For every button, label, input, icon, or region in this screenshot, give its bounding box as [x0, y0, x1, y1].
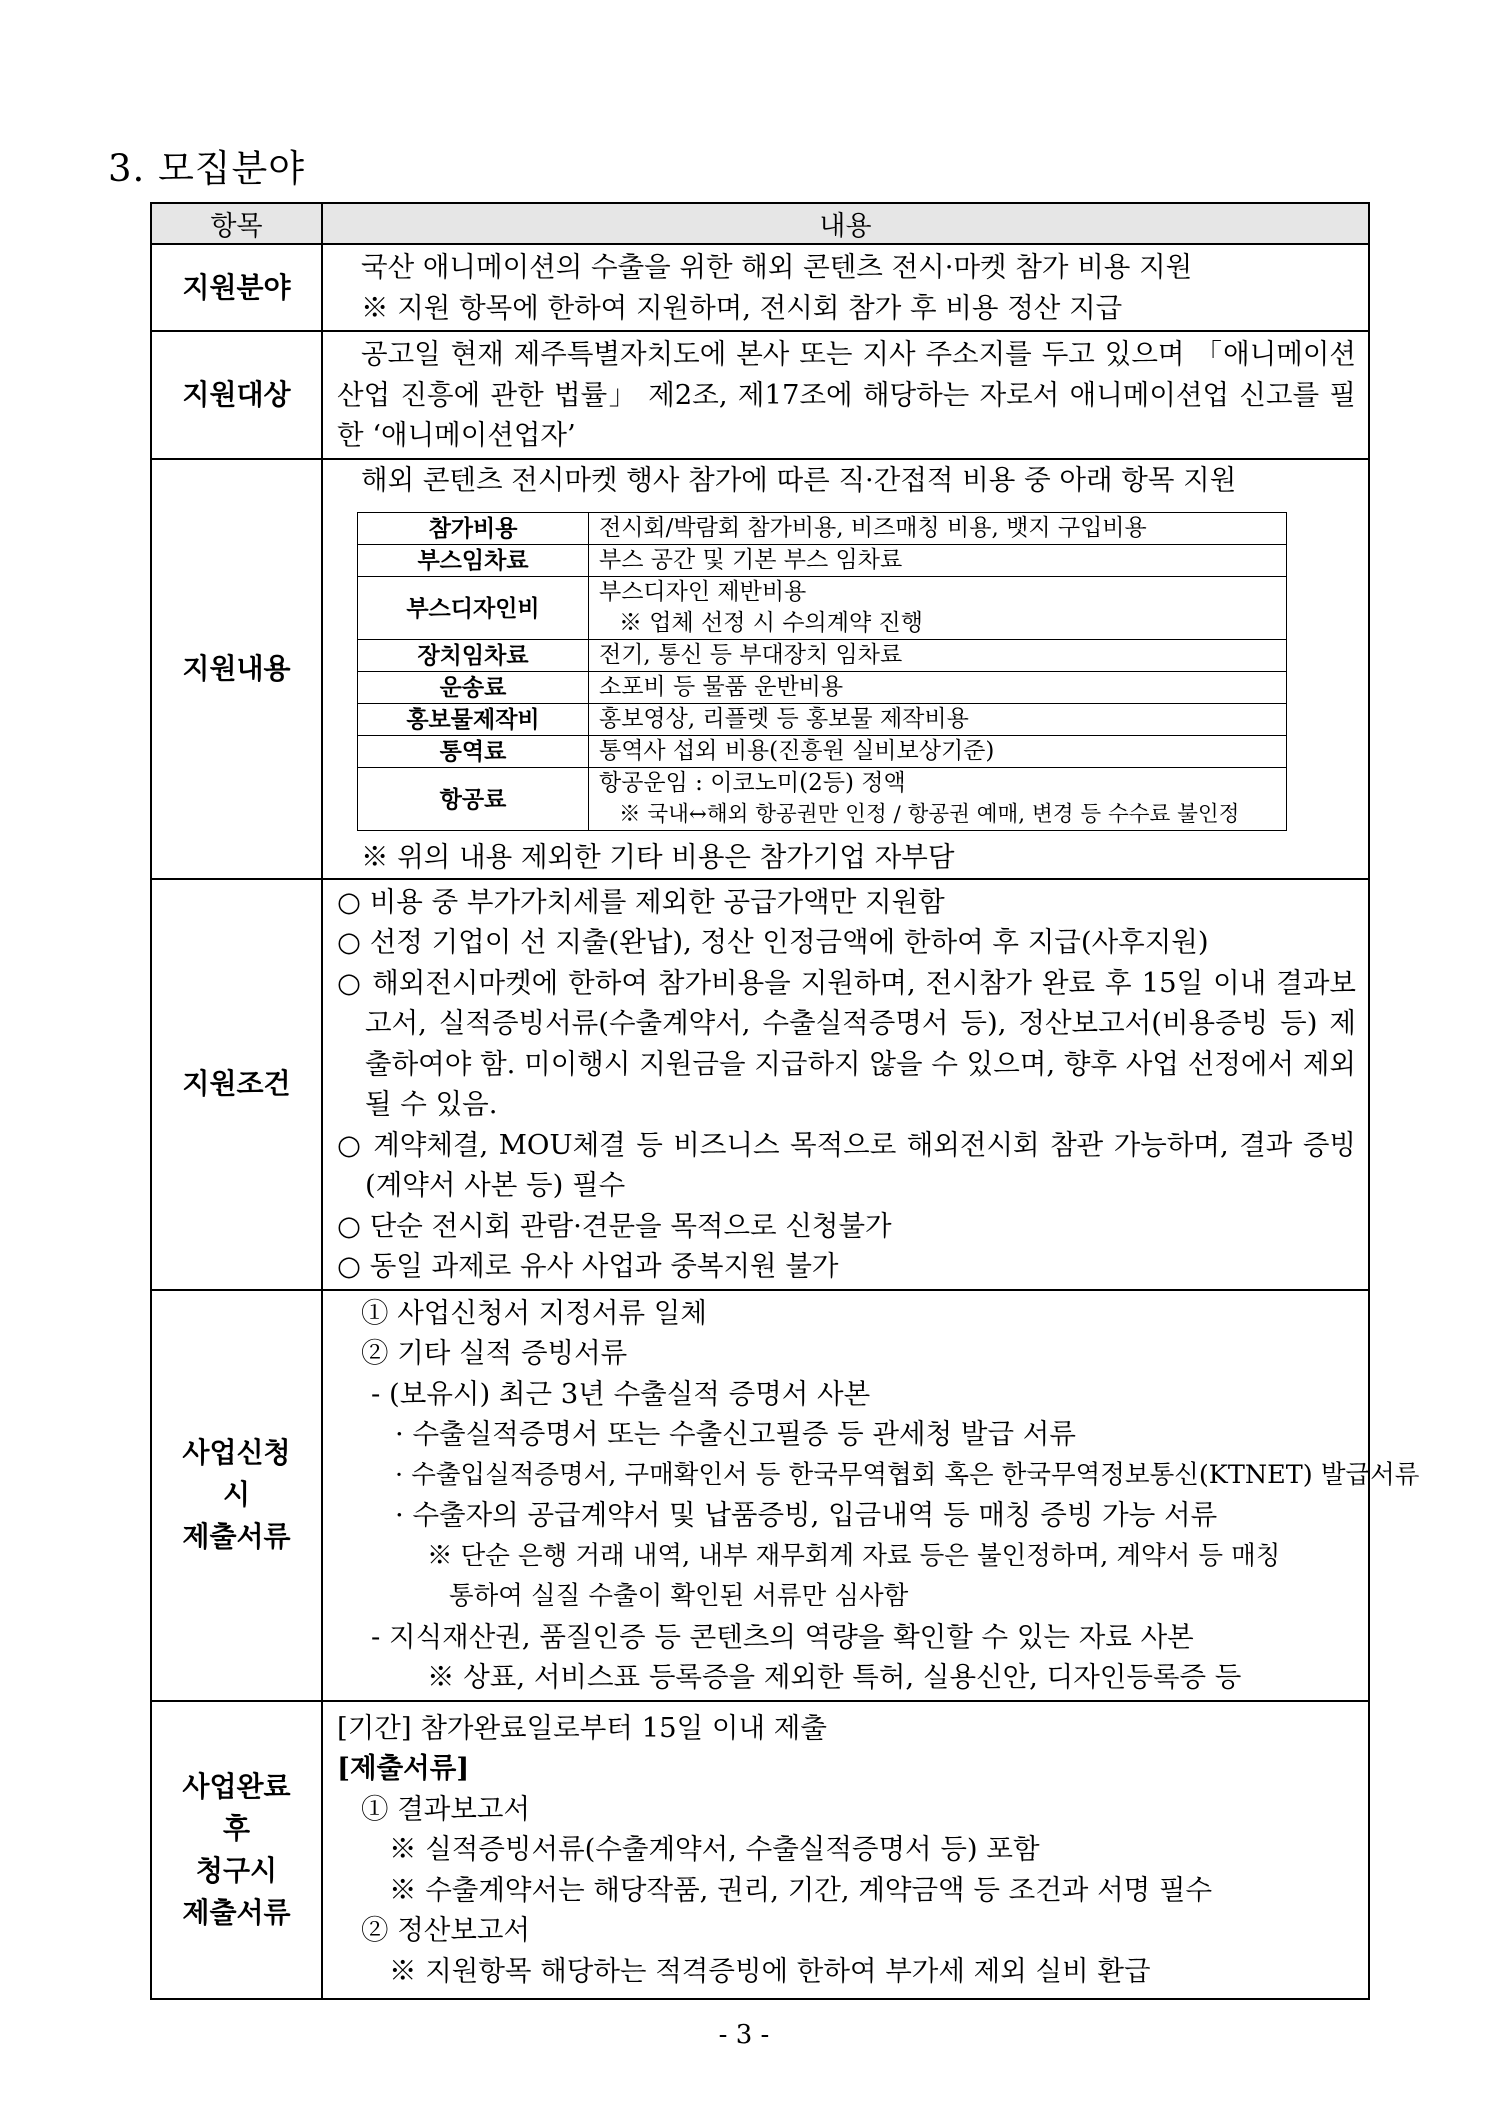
label-completion-docs	[151, 1701, 322, 1999]
item-desc: 전시회/박람회 참가비용, 비즈매칭 비용, 뱃지 구입비용	[589, 513, 1287, 545]
header-item: 항목	[151, 203, 322, 244]
table-row	[358, 577, 1287, 640]
support-content-note: ※ 위의 내용 제외한 기타 비용은 참가기업 자부담	[361, 841, 955, 873]
item-desc-note: ※ 업체 선정 시 수의계약 진행	[619, 610, 923, 636]
list-item: ① 결과보고서	[361, 1792, 531, 1825]
table-row-support-conditions	[151, 879, 1369, 1290]
table-row	[358, 640, 1287, 672]
content-support-conditions	[322, 879, 1369, 1290]
table-row	[358, 768, 1287, 831]
label-line: 사업신청	[182, 1436, 291, 1469]
label-support-content: 지원내용	[151, 459, 322, 879]
table-row-support-field	[151, 244, 1369, 331]
item-desc-note: ※ 국내↔해외 항공권만 인정 / 항공권 예매, 변경 등 수수료 불인정	[619, 802, 1240, 827]
header-content: 내용	[322, 203, 1369, 244]
condition-item: ○ 해외전시마켓에 한하여 참가비용을 지원하며, 전시참가 완료 후 15일 이내 결과보고서, 실적증빙서류(수출계약서, 수출실적증명서 등), 정산보고서(비용증빙 등) 제출하여야 함. 미이행시 지원금을 지급하지 않을 수 있으며, 향후 사업 선정에서 제외될 수 있음.	[337, 966, 1356, 1120]
list-item: · 수출실적증명서 또는 수출신고필증 등 관세청 발급 서류	[395, 1418, 1076, 1450]
item-desc: 전기, 통신 등 부대장치 임차료	[589, 640, 1287, 672]
item-desc: 부스 공간 및 기본 부스 임차료	[589, 545, 1287, 577]
label-support-field: 지원분야	[151, 244, 322, 331]
list-item: 통하여 실질 수출이 확인된 서류만 심사함	[449, 1581, 909, 1611]
item-desc	[589, 768, 1287, 831]
list-item: - 지식재산권, 품질인증 등 콘텐츠의 역량을 확인할 수 있는 자료 사본	[371, 1620, 1194, 1653]
item-name: 부스임차료	[358, 545, 589, 577]
list-item: ② 정산보고서	[361, 1914, 531, 1947]
condition-item: ○ 비용 중 부가가치세를 제외한 공급가액만 지원함	[337, 885, 945, 918]
label-line: 후	[222, 1811, 251, 1845]
table-row-application-docs	[151, 1290, 1369, 1701]
label-support-conditions: 지원조건	[151, 879, 322, 1290]
item-desc: 홍보영상, 리플렛 등 홍보물 제작비용	[589, 704, 1287, 736]
list-item: ② 기타 실적 증빙서류	[361, 1337, 628, 1369]
list-item: - (보유시) 최근 3년 수출실적 증명서 사본	[371, 1377, 871, 1410]
item-desc-line: 부스디자인 제반비용	[599, 579, 807, 605]
condition-item: ○ 선정 기업이 선 지출(완납), 정산 인정금액에 한하여 후 지급(사후지원)	[337, 926, 1209, 958]
label-application-docs	[151, 1290, 322, 1701]
item-desc	[589, 577, 1287, 640]
item-name: 홍보물제작비	[358, 704, 589, 736]
condition-item: ○ 단순 전시회 관람·견문을 목적으로 신청불가	[337, 1209, 892, 1242]
table-header-row	[151, 203, 1369, 244]
table-row-support-content	[151, 459, 1369, 879]
label-line: 제출서류	[182, 1895, 291, 1929]
recruitment-table	[150, 202, 1420, 2000]
support-field-line: 국산 애니메이션의 수출을 위한 해외 콘텐츠 전시·마켓 참가 비용 지원	[361, 251, 1193, 283]
page-number: - 3 -	[718, 2020, 770, 2050]
item-name: 항공료	[358, 768, 589, 831]
label-line: 청구시	[195, 1853, 278, 1887]
item-name: 운송료	[358, 672, 589, 704]
list-item: ※ 단순 은행 거래 내역, 내부 재무회계 자료 등은 불인정하며, 계약서 등 매칭	[427, 1540, 1281, 1571]
list-item: ※ 수출계약서는 해당작품, 권리, 기간, 계약금액 등 조건과 서명 필수	[389, 1873, 1213, 1906]
condition-item: ○ 계약체결, MOU체결 등 비즈니스 목적으로 해외전시회 참관 가능하며, 결과 증빙 (계약서 사본 등) 필수	[337, 1128, 1356, 1201]
item-desc: 소포비 등 물품 운반비용	[589, 672, 1287, 704]
content-application-docs	[322, 1290, 1420, 1701]
item-name: 참가비용	[358, 513, 589, 545]
content-support-field	[322, 244, 1369, 331]
list-item: ※ 지원항목 해당하는 적격증빙에 한하여 부가세 제외 실비 환급	[389, 1954, 1151, 1987]
table-row	[358, 672, 1287, 704]
content-support-content	[322, 459, 1369, 879]
label-line: 시	[222, 1478, 251, 1511]
condition-item: ○ 동일 과제로 유사 사업과 중복지원 불가	[337, 1250, 839, 1282]
item-name: 장치임차료	[358, 640, 589, 672]
table-row-completion-docs	[151, 1701, 1369, 1999]
list-item: · 수출입실적증명서, 구매확인서 등 한국무역협회 혹은 한국무역정보통신(KTNET) 발급서류	[395, 1459, 1420, 1490]
content-support-target	[322, 331, 1369, 459]
list-item: ① 사업신청서 지정서류 일체	[361, 1296, 707, 1329]
support-target-text: 공고일 현재 제주특별자치도에 본사 또는 지사 주소지를 두고 있으며 「애니메이션산업 진흥에 관한 법률」 제2조, 제17조에 해당하는 자로서 애니메이션업 신고를 필한 ‘애니메이션업자’	[337, 338, 1356, 451]
item-desc-line: 항공운임 : 이코노미(2등) 정액	[599, 770, 906, 796]
table-row	[358, 704, 1287, 736]
label-line: 사업완료	[182, 1769, 291, 1803]
item-name: 통역료	[358, 736, 589, 768]
content-completion-docs	[322, 1701, 1369, 1999]
list-item: · 수출자의 공급계약서 및 납품증빙, 입금내역 등 매칭 증빙 가능 서류	[395, 1499, 1218, 1531]
list-item: [기간] 참가완료일로부터 15일 이내 제출	[337, 1711, 827, 1744]
item-desc: 통역사 섭외 비용(진흥원 실비보상기준)	[589, 736, 1287, 768]
list-item: ※ 상표, 서비스표 등록증을 제외한 특허, 실용신안, 디자인등록증 등	[427, 1661, 1242, 1693]
table-row-support-target	[151, 331, 1369, 459]
label-support-target: 지원대상	[151, 331, 322, 459]
table-row	[358, 736, 1287, 768]
support-items-table	[357, 512, 1287, 831]
label-line: 제출서류	[182, 1520, 291, 1553]
section-title: 3. 모집분야	[108, 147, 306, 190]
list-item: ※ 실적증빙서류(수출계약서, 수출실적증명서 등) 포함	[389, 1833, 1040, 1866]
list-item: [제출서류]	[337, 1752, 470, 1785]
support-field-note: ※ 지원 항목에 한하여 지원하며, 전시회 참가 후 비용 정산 지급	[361, 291, 1123, 324]
item-name: 부스디자인비	[358, 577, 589, 640]
table-row	[358, 513, 1287, 545]
table-row	[358, 545, 1287, 577]
support-content-intro: 해외 콘텐츠 전시마켓 행사 참가에 따른 직·간접적 비용 중 아래 항목 지원	[361, 463, 1237, 496]
